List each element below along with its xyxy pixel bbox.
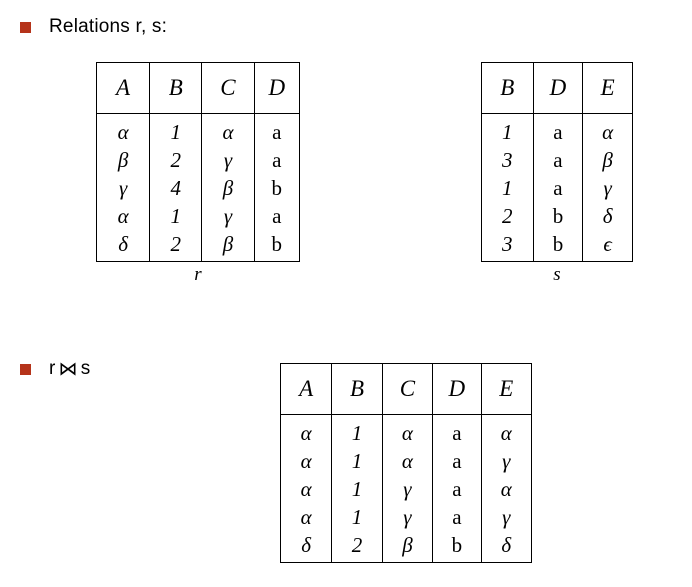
table-cell: β (583, 146, 633, 174)
table-cell: γ (202, 146, 254, 174)
bullet-square-icon (20, 22, 31, 33)
table-cell: 4 (150, 174, 202, 202)
table-row (482, 174, 633, 202)
table-cell: 1 (482, 174, 534, 202)
table-row (482, 146, 633, 174)
table-row (281, 503, 532, 531)
natural-join-icon: ⋈ (58, 358, 78, 380)
table-row (482, 114, 633, 147)
bullet-relations-label: Relations r, s: (49, 16, 168, 37)
column-header: B (482, 63, 534, 114)
relation-s-caption: s (553, 264, 561, 285)
relation-r-table (96, 62, 300, 262)
column-header: A (97, 63, 150, 114)
table-row (97, 174, 300, 202)
table-cell: γ (583, 174, 633, 202)
table-cell: b (254, 174, 299, 202)
table-cell: a (433, 415, 481, 448)
table-row (482, 202, 633, 230)
table-cell: a (254, 146, 299, 174)
table-cell: a (433, 503, 481, 531)
table-cell: α (583, 114, 633, 147)
table-cell: γ (481, 503, 531, 531)
table-row (281, 415, 532, 448)
table-cell: 2 (482, 202, 534, 230)
table-cell: ϵ (583, 230, 633, 262)
table-cell: b (533, 230, 583, 262)
column-header: E (481, 364, 531, 415)
table-cell: a (533, 114, 583, 147)
table-cell: γ (97, 174, 150, 202)
table-cell: δ (583, 202, 633, 230)
table-cell: a (533, 146, 583, 174)
column-header: B (332, 364, 382, 415)
column-header: D (433, 364, 481, 415)
table-cell: a (254, 114, 299, 147)
table-cell: 1 (332, 475, 382, 503)
bullet-join-label-after: s (80, 358, 91, 379)
table-cell: 1 (150, 202, 202, 230)
table-cell: 3 (482, 146, 534, 174)
table-row (97, 146, 300, 174)
table-cell: α (281, 475, 332, 503)
table-cell: β (382, 531, 432, 563)
relation-r (96, 62, 300, 286)
table-cell: 1 (332, 447, 382, 475)
column-header: E (583, 63, 633, 114)
table-cell: γ (202, 202, 254, 230)
bullet-relations (20, 16, 167, 38)
table-header-row (97, 63, 300, 114)
table-cell: γ (382, 475, 432, 503)
table-cell: 1 (150, 114, 202, 147)
table-row (281, 475, 532, 503)
table-cell: α (97, 202, 150, 230)
table-cell: a (533, 174, 583, 202)
table-cell: α (281, 503, 332, 531)
table-cell: b (254, 230, 299, 262)
column-header: C (382, 364, 432, 415)
table-cell: a (254, 202, 299, 230)
table-row (482, 230, 633, 262)
table-row (97, 230, 300, 262)
column-header: A (281, 364, 332, 415)
bullet-join-label-before: r (49, 358, 56, 379)
table-header-row (281, 364, 532, 415)
table-row (281, 531, 532, 563)
relation-s (481, 62, 633, 286)
column-header: D (254, 63, 299, 114)
table-cell: α (281, 415, 332, 448)
table-cell: δ (481, 531, 531, 563)
table-row (281, 447, 532, 475)
table-cell: α (481, 415, 531, 448)
column-header: D (533, 63, 583, 114)
relation-join-table (280, 363, 532, 563)
table-header-row (482, 63, 633, 114)
table-cell: a (433, 447, 481, 475)
bullet-join (20, 358, 90, 380)
table-cell: a (433, 475, 481, 503)
table-cell: α (202, 114, 254, 147)
table-cell: α (281, 447, 332, 475)
column-header: C (202, 63, 254, 114)
table-cell: α (97, 114, 150, 147)
relation-s-table (481, 62, 633, 262)
table-cell: γ (382, 503, 432, 531)
table-cell: 1 (332, 503, 382, 531)
table-cell: γ (481, 447, 531, 475)
table-cell: δ (97, 230, 150, 262)
table-cell: 1 (332, 415, 382, 448)
column-header: B (150, 63, 202, 114)
table-row (97, 202, 300, 230)
table-cell: 3 (482, 230, 534, 262)
table-cell: δ (281, 531, 332, 563)
table-cell: b (533, 202, 583, 230)
table-cell: β (202, 174, 254, 202)
table-cell: α (481, 475, 531, 503)
table-cell: β (202, 230, 254, 262)
table-row (97, 114, 300, 147)
table-cell: 2 (150, 230, 202, 262)
bullet-square-icon (20, 364, 31, 375)
relation-r-caption: r (194, 264, 202, 285)
table-cell: 2 (332, 531, 382, 563)
table-cell: α (382, 447, 432, 475)
table-cell: b (433, 531, 481, 563)
table-cell: 2 (150, 146, 202, 174)
table-cell: α (382, 415, 432, 448)
table-cell: 1 (482, 114, 534, 147)
relation-join-result (280, 363, 532, 563)
table-cell: β (97, 146, 150, 174)
